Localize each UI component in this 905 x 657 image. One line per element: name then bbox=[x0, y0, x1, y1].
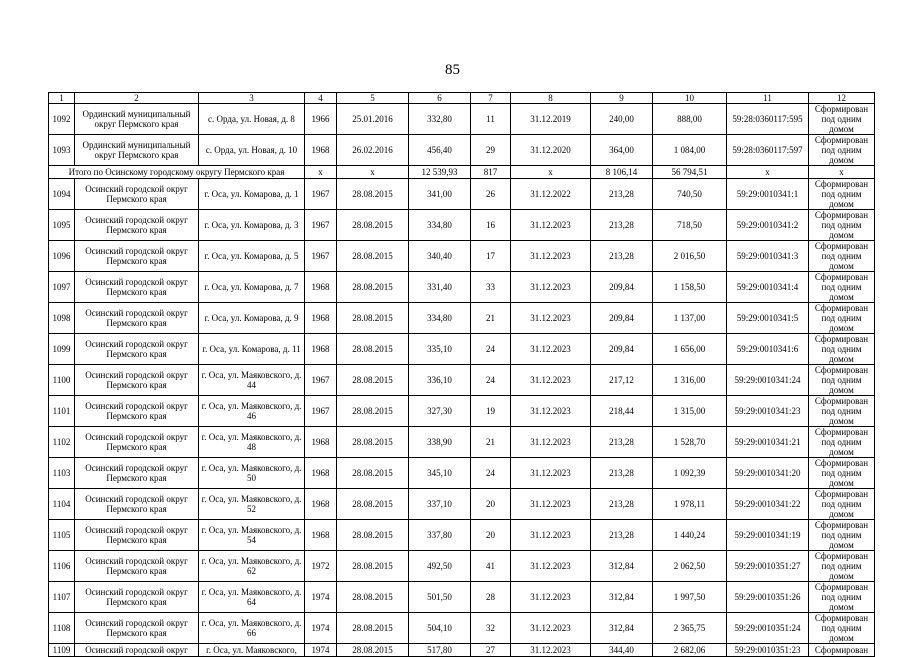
table-cell: 31.12.2023 bbox=[511, 396, 591, 427]
table-cell: 1968 bbox=[305, 489, 337, 520]
table-cell: Сформирован под одним домом bbox=[809, 365, 875, 396]
total-cell: 12 539,93 bbox=[409, 166, 471, 179]
table-cell: 28.08.2015 bbox=[337, 179, 409, 210]
table-cell: г. Оса, ул. Маяковского, д. 62 bbox=[199, 551, 305, 582]
table-cell: 1094 bbox=[49, 179, 75, 210]
table-cell: 59:29:0010351:27 bbox=[727, 551, 809, 582]
column-header: 12 bbox=[809, 93, 875, 104]
table-cell: 331,40 bbox=[409, 272, 471, 303]
table-cell: 31.12.2023 bbox=[511, 582, 591, 613]
total-cell: 8 106,14 bbox=[591, 166, 653, 179]
table-cell: 1095 bbox=[49, 210, 75, 241]
table-row bbox=[49, 104, 875, 135]
table-cell: 59:29:0010351:26 bbox=[727, 582, 809, 613]
table-cell: Ординский муниципальный округ Пермского края bbox=[75, 135, 199, 166]
table-cell: 59:29:0010341:4 bbox=[727, 272, 809, 303]
table-cell: 59:29:0010341:6 bbox=[727, 334, 809, 365]
table-cell: 26.02.2016 bbox=[337, 135, 409, 166]
table-cell: 1968 bbox=[305, 520, 337, 551]
table-cell: Ординский муниципальный округ Пермского края bbox=[75, 104, 199, 135]
table-cell: 59:29:0010351:23 bbox=[727, 644, 809, 657]
table-cell: 1092 bbox=[49, 104, 75, 135]
table-cell: 1097 bbox=[49, 272, 75, 303]
column-header: 1 bbox=[49, 93, 75, 104]
page-number: 85 bbox=[445, 62, 460, 78]
table-cell: 312,84 bbox=[591, 582, 653, 613]
table-row bbox=[49, 334, 875, 365]
table-cell: 59:29:0010341:2 bbox=[727, 210, 809, 241]
table-cell: 25.01.2016 bbox=[337, 104, 409, 135]
column-header: 7 bbox=[471, 93, 511, 104]
table-cell: г. Оса, ул. Маяковского, д. 66 bbox=[199, 613, 305, 644]
table-cell: 456,40 bbox=[409, 135, 471, 166]
table-cell: 501,50 bbox=[409, 582, 471, 613]
table-cell: Сформирован под одним домом bbox=[809, 179, 875, 210]
table-cell: 1966 bbox=[305, 104, 337, 135]
table-cell: 209,84 bbox=[591, 272, 653, 303]
table-cell: 1974 bbox=[305, 582, 337, 613]
table-cell: 740,50 bbox=[653, 179, 727, 210]
table-cell: 17 bbox=[471, 241, 511, 272]
table-cell: г. Оса, ул. Маяковского, д. 52 bbox=[199, 489, 305, 520]
table-cell: Сформирован под одним домом bbox=[809, 396, 875, 427]
total-cell: 817 bbox=[471, 166, 511, 179]
table-cell: 1968 bbox=[305, 334, 337, 365]
table-cell: 1972 bbox=[305, 551, 337, 582]
column-header: 6 bbox=[409, 93, 471, 104]
column-header: 4 bbox=[305, 93, 337, 104]
table-cell: 1 315,00 bbox=[653, 396, 727, 427]
table-cell: 1 440,24 bbox=[653, 520, 727, 551]
table-cell: 1 997,50 bbox=[653, 582, 727, 613]
table-cell: 59:29:0010341:24 bbox=[727, 365, 809, 396]
table-cell: 1967 bbox=[305, 396, 337, 427]
table-cell: 1105 bbox=[49, 520, 75, 551]
column-header: 3 bbox=[199, 93, 305, 104]
table-cell: 24 bbox=[471, 458, 511, 489]
table-cell: Осинский городской округ Пермского края bbox=[75, 179, 199, 210]
table-cell: 31.12.2023 bbox=[511, 427, 591, 458]
table-cell: 31.12.2023 bbox=[511, 272, 591, 303]
table-cell: 1974 bbox=[305, 613, 337, 644]
table-cell: 31.12.2022 bbox=[511, 179, 591, 210]
table-cell: Осинский городской округ bbox=[75, 644, 199, 657]
column-header: 9 bbox=[591, 93, 653, 104]
table-cell: 32 bbox=[471, 613, 511, 644]
table-cell: 1102 bbox=[49, 427, 75, 458]
table-cell: Осинский городской округ Пермского края bbox=[75, 582, 199, 613]
table-cell: 28.08.2015 bbox=[337, 520, 409, 551]
table-row bbox=[49, 551, 875, 582]
table-cell: 209,84 bbox=[591, 334, 653, 365]
table-cell: Осинский городской округ Пермского края bbox=[75, 210, 199, 241]
table-cell: 26 bbox=[471, 179, 511, 210]
table-cell: Сформирован под одним домом bbox=[809, 104, 875, 135]
table-cell: 59:29:0010341:20 bbox=[727, 458, 809, 489]
table-row bbox=[49, 613, 875, 644]
table-cell: 1974 bbox=[305, 644, 337, 657]
table-cell: 335,10 bbox=[409, 334, 471, 365]
table-cell: г. Оса, ул. Комарова, д. 7 bbox=[199, 272, 305, 303]
table-row bbox=[49, 241, 875, 272]
table-cell: 2 365,75 bbox=[653, 613, 727, 644]
table-cell: 345,10 bbox=[409, 458, 471, 489]
table-cell: 1967 bbox=[305, 241, 337, 272]
table-cell: Осинский городской округ Пермского края bbox=[75, 520, 199, 551]
table-cell: 1968 bbox=[305, 135, 337, 166]
table-cell: 213,28 bbox=[591, 489, 653, 520]
table-cell: 28.08.2015 bbox=[337, 241, 409, 272]
table-cell: 218,44 bbox=[591, 396, 653, 427]
table-cell: 31.12.2023 bbox=[511, 241, 591, 272]
table-cell: 1967 bbox=[305, 365, 337, 396]
table-cell: с. Орда, ул. Новая, д. 10 bbox=[199, 135, 305, 166]
table-cell: 1968 bbox=[305, 303, 337, 334]
table-cell: 20 bbox=[471, 489, 511, 520]
table-cell: 1 092,39 bbox=[653, 458, 727, 489]
table-cell: 340,40 bbox=[409, 241, 471, 272]
table-cell: 213,28 bbox=[591, 458, 653, 489]
table-cell: Сформирован под одним домом bbox=[809, 551, 875, 582]
table-cell: 1098 bbox=[49, 303, 75, 334]
table-cell: 327,30 bbox=[409, 396, 471, 427]
table-cell: 16 bbox=[471, 210, 511, 241]
table-cell: 31.12.2023 bbox=[511, 334, 591, 365]
total-row bbox=[49, 166, 875, 179]
table-cell: Осинский городской округ Пермского края bbox=[75, 458, 199, 489]
table-cell: 312,84 bbox=[591, 551, 653, 582]
table-row bbox=[49, 396, 875, 427]
table-cell: Осинский городской округ Пермского края bbox=[75, 396, 199, 427]
table-cell: г. Оса, ул. Маяковского, д. 64 bbox=[199, 582, 305, 613]
table-cell: 31.12.2023 bbox=[511, 303, 591, 334]
table-cell: Осинский городской округ Пермского края bbox=[75, 272, 199, 303]
table-cell: 28.08.2015 bbox=[337, 458, 409, 489]
total-cell: x bbox=[305, 166, 337, 179]
table-cell: 28.08.2015 bbox=[337, 613, 409, 644]
column-header: 10 bbox=[653, 93, 727, 104]
table-cell: Осинский городской округ Пермского края bbox=[75, 334, 199, 365]
table-cell: 332,80 bbox=[409, 104, 471, 135]
table-row bbox=[49, 520, 875, 551]
table-cell: г. Оса, ул. Комарова, д. 11 bbox=[199, 334, 305, 365]
table-row bbox=[49, 458, 875, 489]
table-cell: 24 bbox=[471, 365, 511, 396]
table-cell: 28.08.2015 bbox=[337, 582, 409, 613]
table-cell: Сформирован под одним домом bbox=[809, 241, 875, 272]
table-cell: 28.08.2015 bbox=[337, 334, 409, 365]
table-row bbox=[49, 427, 875, 458]
table-cell: 517,80 bbox=[409, 644, 471, 657]
table-cell: 59:29:0010341:1 bbox=[727, 179, 809, 210]
total-row-label: Итого по Осинскому городскому округу Пермского края bbox=[49, 166, 305, 179]
table-cell: 2 682,06 bbox=[653, 644, 727, 657]
table-cell: 2 016,50 bbox=[653, 241, 727, 272]
table-row bbox=[49, 210, 875, 241]
table-cell: 21 bbox=[471, 427, 511, 458]
table-cell: 338,90 bbox=[409, 427, 471, 458]
table-cell: 31.12.2023 bbox=[511, 613, 591, 644]
table-cell: 59:29:0010341:22 bbox=[727, 489, 809, 520]
table-cell: 59:29:0010351:24 bbox=[727, 613, 809, 644]
table-cell: 213,28 bbox=[591, 427, 653, 458]
total-cell: x bbox=[337, 166, 409, 179]
table-cell: 28 bbox=[471, 582, 511, 613]
table-cell: 28.08.2015 bbox=[337, 644, 409, 657]
table-cell: Сформирован под одним домом bbox=[809, 334, 875, 365]
table-cell: 31.12.2023 bbox=[511, 489, 591, 520]
table-cell: 1107 bbox=[49, 582, 75, 613]
table-cell: 59:29:0010341:21 bbox=[727, 427, 809, 458]
table-row bbox=[49, 644, 875, 657]
table-cell: 28.08.2015 bbox=[337, 303, 409, 334]
table-cell: 213,28 bbox=[591, 241, 653, 272]
table-row bbox=[49, 303, 875, 334]
table-cell: 240,00 bbox=[591, 104, 653, 135]
table-cell: 1 137,00 bbox=[653, 303, 727, 334]
table-cell: 1 528,70 bbox=[653, 427, 727, 458]
table-cell: 59:29:0010341:3 bbox=[727, 241, 809, 272]
table-cell: 31.12.2023 bbox=[511, 644, 591, 657]
table-cell: Сформирован под одним домом bbox=[809, 520, 875, 551]
table-cell: г. Оса, ул. Комарова, д. 9 bbox=[199, 303, 305, 334]
table-cell: Сформирован под одним домом bbox=[809, 489, 875, 520]
total-cell: x bbox=[727, 166, 809, 179]
table-cell: 41 bbox=[471, 551, 511, 582]
table-cell: 337,10 bbox=[409, 489, 471, 520]
table-cell: 31.12.2023 bbox=[511, 458, 591, 489]
table-cell: 1 084,00 bbox=[653, 135, 727, 166]
table-row bbox=[49, 179, 875, 210]
table-cell: Сформирован под одним домом bbox=[809, 210, 875, 241]
table-cell: 1967 bbox=[305, 210, 337, 241]
table-cell: 213,28 bbox=[591, 210, 653, 241]
table-cell: 1109 bbox=[49, 644, 75, 657]
table-cell: 31.12.2023 bbox=[511, 365, 591, 396]
table-row bbox=[49, 272, 875, 303]
table-cell: Осинский городской округ Пермского края bbox=[75, 427, 199, 458]
table-cell: 504,10 bbox=[409, 613, 471, 644]
table-cell: Осинский городской округ Пермского края bbox=[75, 551, 199, 582]
table-cell: 28.08.2015 bbox=[337, 210, 409, 241]
table-cell: 888,00 bbox=[653, 104, 727, 135]
table-cell: г. Оса, ул. Маяковского, д. 46 bbox=[199, 396, 305, 427]
table-cell: Сформирован под одним домом bbox=[809, 303, 875, 334]
table-cell: 334,80 bbox=[409, 303, 471, 334]
table-cell: Сформирован под одним домом bbox=[809, 582, 875, 613]
table-cell: Осинский городской округ Пермского края bbox=[75, 303, 199, 334]
table-cell: Сформирован под одним домом bbox=[809, 427, 875, 458]
table-cell: 1100 bbox=[49, 365, 75, 396]
table-cell: Сформирован под одним домом bbox=[809, 613, 875, 644]
table-cell: Осинский городской округ Пермского края bbox=[75, 365, 199, 396]
table-cell: 1101 bbox=[49, 396, 75, 427]
table-cell: Осинский городской округ Пермского края bbox=[75, 489, 199, 520]
table-cell: г. Оса, ул. Маяковского, д. 54 bbox=[199, 520, 305, 551]
table-cell: 312,84 bbox=[591, 613, 653, 644]
table-cell: Осинский городской округ Пермского края bbox=[75, 613, 199, 644]
column-header: 8 bbox=[511, 93, 591, 104]
table-cell: г. Оса, ул. Комарова, д. 5 bbox=[199, 241, 305, 272]
table-cell: 11 bbox=[471, 104, 511, 135]
table-cell: 364,00 bbox=[591, 135, 653, 166]
table-cell: 718,50 bbox=[653, 210, 727, 241]
table-cell: 19 bbox=[471, 396, 511, 427]
table-body bbox=[49, 93, 875, 657]
table-cell: 31.12.2023 bbox=[511, 551, 591, 582]
column-header: 2 bbox=[75, 93, 199, 104]
table-row bbox=[49, 365, 875, 396]
column-header: 11 bbox=[727, 93, 809, 104]
table-cell: 1099 bbox=[49, 334, 75, 365]
total-cell: x bbox=[511, 166, 591, 179]
table-cell: 33 bbox=[471, 272, 511, 303]
total-cell: x bbox=[809, 166, 875, 179]
table-cell: 1103 bbox=[49, 458, 75, 489]
table-cell: г. Оса, ул. Комарова, д. 1 bbox=[199, 179, 305, 210]
table-cell: 1 316,00 bbox=[653, 365, 727, 396]
table-row bbox=[49, 582, 875, 613]
table-cell: 20 bbox=[471, 520, 511, 551]
table-cell: 1093 bbox=[49, 135, 75, 166]
table-row bbox=[49, 489, 875, 520]
table-cell: 28.08.2015 bbox=[337, 365, 409, 396]
table-cell: 336,10 bbox=[409, 365, 471, 396]
table-cell: 1096 bbox=[49, 241, 75, 272]
table-cell: 2 062,50 bbox=[653, 551, 727, 582]
table-cell: г. Оса, ул. Маяковского, д. 48 bbox=[199, 427, 305, 458]
table-cell: 1968 bbox=[305, 427, 337, 458]
table-cell: Осинский городской округ Пермского края bbox=[75, 241, 199, 272]
table-cell: 31.12.2020 bbox=[511, 135, 591, 166]
table-cell: 1 978,11 bbox=[653, 489, 727, 520]
table-cell: 31.12.2023 bbox=[511, 520, 591, 551]
table-cell: г. Оса, ул. Маяковского, д. 44 bbox=[199, 365, 305, 396]
table-cell: 28.08.2015 bbox=[337, 272, 409, 303]
table-cell: 59:29:0010341:5 bbox=[727, 303, 809, 334]
table-cell: г. Оса, ул. Маяковского, bbox=[199, 644, 305, 657]
table-cell: 28.08.2015 bbox=[337, 427, 409, 458]
table-cell: 1 158,50 bbox=[653, 272, 727, 303]
table-cell: 1968 bbox=[305, 272, 337, 303]
table-cell: 217,12 bbox=[591, 365, 653, 396]
table-cell: 31.12.2023 bbox=[511, 210, 591, 241]
table-cell: 31.12.2019 bbox=[511, 104, 591, 135]
column-header: 5 bbox=[337, 93, 409, 104]
table-cell: 28.08.2015 bbox=[337, 551, 409, 582]
total-cell: 56 794,51 bbox=[653, 166, 727, 179]
table-cell: 1 656,00 bbox=[653, 334, 727, 365]
table-cell: с. Орда, ул. Новая, д. 8 bbox=[199, 104, 305, 135]
table-cell: Сформирован под одним домом bbox=[809, 135, 875, 166]
table-cell: 213,28 bbox=[591, 520, 653, 551]
table-cell: 59:28:0360117:595 bbox=[727, 104, 809, 135]
table-cell: 1968 bbox=[305, 458, 337, 489]
table-cell: 1108 bbox=[49, 613, 75, 644]
table-cell: г. Оса, ул. Комарова, д. 3 bbox=[199, 210, 305, 241]
table-cell: 1106 bbox=[49, 551, 75, 582]
table-cell: 59:29:0010341:23 bbox=[727, 396, 809, 427]
table-cell: 24 bbox=[471, 334, 511, 365]
table-cell: 21 bbox=[471, 303, 511, 334]
table-cell: 59:29:0010341:19 bbox=[727, 520, 809, 551]
table-row bbox=[49, 135, 875, 166]
housing-registry-table bbox=[48, 92, 875, 657]
table-cell: 29 bbox=[471, 135, 511, 166]
table-cell: 209,84 bbox=[591, 303, 653, 334]
table-cell: 492,50 bbox=[409, 551, 471, 582]
table-cell: 28.08.2015 bbox=[337, 396, 409, 427]
table-cell: 337,80 bbox=[409, 520, 471, 551]
table-cell: 344,40 bbox=[591, 644, 653, 657]
table-cell: г. Оса, ул. Маяковского, д. 50 bbox=[199, 458, 305, 489]
table-cell: 28.08.2015 bbox=[337, 489, 409, 520]
table-cell: 59:28:0360117:597 bbox=[727, 135, 809, 166]
table-cell: Сформирован под одним домом bbox=[809, 272, 875, 303]
table-cell: 334,80 bbox=[409, 210, 471, 241]
table-cell: Сформирован под одним домом bbox=[809, 458, 875, 489]
table-cell: 1967 bbox=[305, 179, 337, 210]
table-cell: Сформирован bbox=[809, 644, 875, 657]
table-cell: 27 bbox=[471, 644, 511, 657]
table-cell: 341,00 bbox=[409, 179, 471, 210]
column-number-header-row bbox=[49, 93, 875, 104]
table-cell: 1104 bbox=[49, 489, 75, 520]
table-cell: 213,28 bbox=[591, 179, 653, 210]
